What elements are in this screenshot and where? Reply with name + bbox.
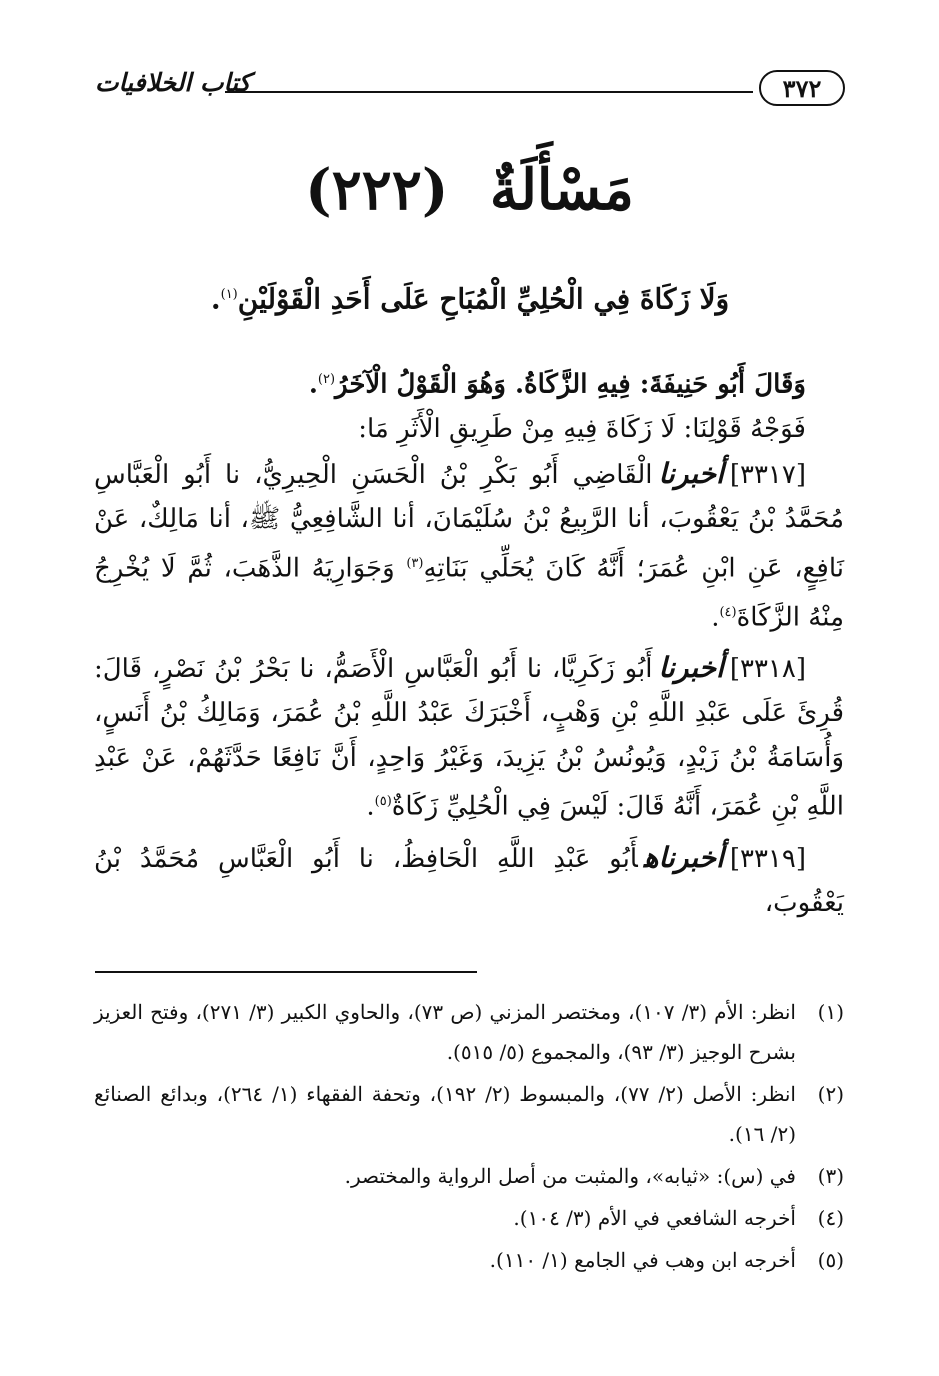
footnote-text: انظر: الأصل (٢/ ٧٧)، والمبسوط (٢/ ١٩٢)، وتحفة الفقهاء (١/ ٢٦٤)، وبدائع الصنائع (٢/ ١٦). (94, 1082, 796, 1146)
footnote-ref: (٣) (406, 555, 424, 571)
hadith-text: ، أنا مَالِكٌ، عَنْ نَافِعٍ، عَنِ ابْنِ عُمَرَ؛ أَنَّهُ كَانَ يُحَلِّي بَنَاتِهِ (94, 504, 845, 584)
main-text (94, 358, 844, 926)
footnote-separator (95, 971, 477, 973)
hadith-text: وَجَوَارِيَهُ الذَّهَبَ، ثُمَّ لَا يُخْرِجُ مِنْهُ الزَّكَاةَ (94, 553, 844, 633)
footnote-text: أخرجه الشافعي في الأم (٣/ ١٠٤). (513, 1206, 796, 1230)
hadith-end: . (711, 602, 720, 633)
footnote-ref: (١) (220, 287, 238, 302)
paragraph-text: فَوَجْهُ قَوْلِنَا: لَا زَكَاةَ فِيهِ مِنْ طَرِيقِ الْأَثَرِ مَا: (358, 414, 806, 445)
issue-title-word: مَسْأَلَةٌ (489, 157, 634, 223)
issue-title (0, 150, 939, 230)
page-number: ٣٧٢ (759, 70, 845, 106)
footnote-item (94, 1156, 844, 1196)
hadith-text: الْقَاضِي أَبُو بَكْرِ بْنُ الْحَسَنِ الْحِيرِيُّ، نا أَبُو الْعَبَّاسِ مُحَمَّدُ بْنُ يَعْقُوبَ، أنا الرَّبِيعُ بْنُ سُلَيْمَانَ، أنا الشَّافِعِيُّ (94, 459, 845, 535)
footnote-marker: (٥) (817, 1248, 844, 1272)
footnote-ref: (٥) (374, 794, 392, 810)
footnotes (94, 992, 844, 1282)
footnote-ref: (٤) (719, 604, 737, 620)
footnote-marker: (٣) (817, 1164, 844, 1188)
paragraph-abu-hanifa (94, 358, 844, 407)
hadith-number: [٣٣١٨] (729, 653, 806, 684)
honorific-glyph: ﷺ (248, 504, 281, 535)
paragraph-argument (94, 407, 844, 452)
akhbarana-marker: أخبرنا (658, 650, 724, 684)
paragraph-end: . (308, 369, 318, 400)
running-header (95, 66, 845, 110)
hadith-3317 (94, 452, 844, 640)
footnote-text: أخرجه ابن وهب في الجامع (١/ ١١٠). (489, 1248, 796, 1272)
paragraph-text: وَقَالَ أَبُو حَنِيفَةَ: فِيهِ الزَّكَاةُ. وَهُوَ الْقَوْلُ الْآخَرُ (335, 369, 806, 400)
hadith-3318 (94, 646, 844, 830)
header-rule (225, 91, 753, 93)
footnote-marker: (١) (817, 1000, 844, 1024)
hadith-number: [٣٣١٩] (729, 843, 806, 874)
footnote-text: في (س): «ثيابه»، والمثبت من أصل الرواية والمختصر. (344, 1164, 796, 1188)
hadith-end: . (366, 792, 375, 823)
footnote-item (94, 992, 844, 1072)
issue-statement-text: وَلَا زَكَاةَ فِي الْحُلِيِّ الْمُبَاحِ عَلَى أَحَدِ الْقَوْلَيْنِ (237, 282, 730, 316)
footnote-item (94, 1198, 844, 1238)
footnote-ref: (٢) (317, 372, 336, 387)
footnote-item (94, 1240, 844, 1280)
issue-statement-end: . (210, 282, 221, 316)
akhbarana-marker: أخبرنا (658, 456, 724, 490)
issue-statement (95, 270, 845, 324)
footnote-item (94, 1074, 844, 1154)
akhbarana-marker: أخبرناه (643, 840, 724, 874)
hadith-text: أَبُو زَكَرِيَّا، نا أَبُو الْعَبَّاسِ الْأَصَمُّ، نا بَحْرُ بْنُ نَصْرٍ، قَالَ: قُرِئَ عَلَى عَبْدِ اللَّهِ بْنِ وَهْبٍ، أَخْبَرَكَ عَبْدُ اللَّهِ بْنُ عُمَرَ، وَمَالِكُ بْنُ أَنَسٍ، وَأُسَامَةُ بْنُ زَيْدٍ، وَيُونُسُ بْنُ يَزِيدَ، وَغَيْرُ وَاحِدٍ، أَنَّ نَافِعًا حَدَّثَهُمْ، عَنْ عَبْدِ اللَّهِ بْنِ عُمَرَ، أَنَّهُ قَالَ: لَيْسَ فِي الْحُلِيِّ زَكَاةٌ (94, 653, 844, 823)
footnote-marker: (٤) (817, 1206, 844, 1230)
footnote-text: انظر: الأم (٣/ ١٠٧)، ومختصر المزني (ص ٧٣)، والحاوي الكبير (٣/ ٢٧١)، وفتح العزيز بشرح الوجيز (٣/ ٩٣)، والمجموع (٥/ ٥١٥). (94, 1000, 796, 1064)
hadith-number: [٣٣١٧] (729, 459, 806, 490)
hadith-3319 (94, 836, 844, 926)
issue-number: (٢٢٢) (305, 157, 449, 223)
footnote-marker: (٢) (817, 1082, 844, 1106)
book-title: كتاب الخلافيات (95, 68, 251, 97)
hadith-text: أَبُو عَبْدِ اللَّهِ الْحَافِظُ، نا أَبُو الْعَبَّاسِ مُحَمَّدُ بْنُ يَعْقُوبَ، (94, 843, 844, 919)
